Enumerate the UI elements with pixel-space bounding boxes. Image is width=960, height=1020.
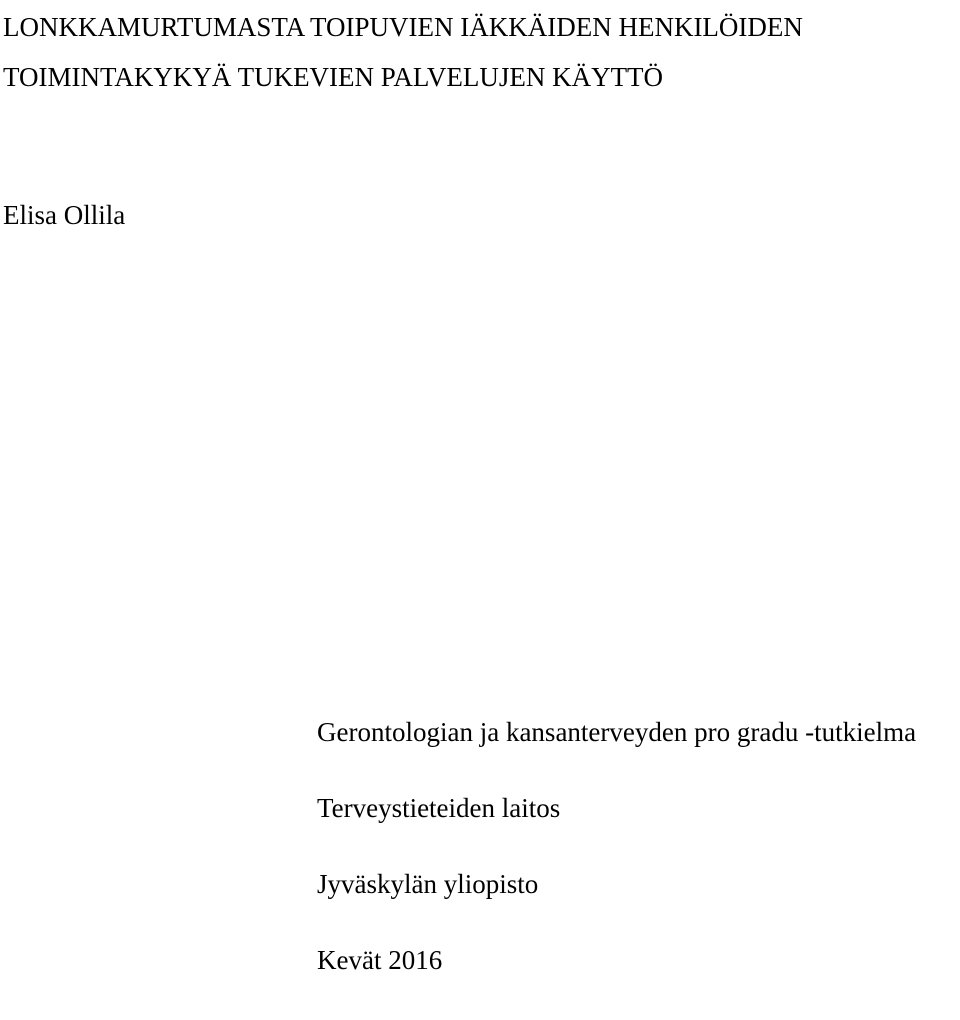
thesis-info-block xyxy=(317,716,960,1020)
date: Kevät 2016 xyxy=(317,945,443,975)
university: Jyväskylän yliopisto xyxy=(317,869,539,899)
title-line-1: LONKKAMURTUMASTA TOIPUVIEN IÄKKÄIDEN HENKILÖIDEN xyxy=(3,12,803,42)
document-title xyxy=(3,2,803,102)
author-name: Elisa Ollila xyxy=(3,200,126,230)
thesis-type: Gerontologian ja kansanterveyden pro gradu -tutkielma xyxy=(317,717,917,747)
department: Terveystieteiden laitos xyxy=(317,793,561,823)
title-line-2: TOIMINTAKYKYÄ TUKEVIEN PALVELUJEN KÄYTTÖ xyxy=(3,62,664,92)
